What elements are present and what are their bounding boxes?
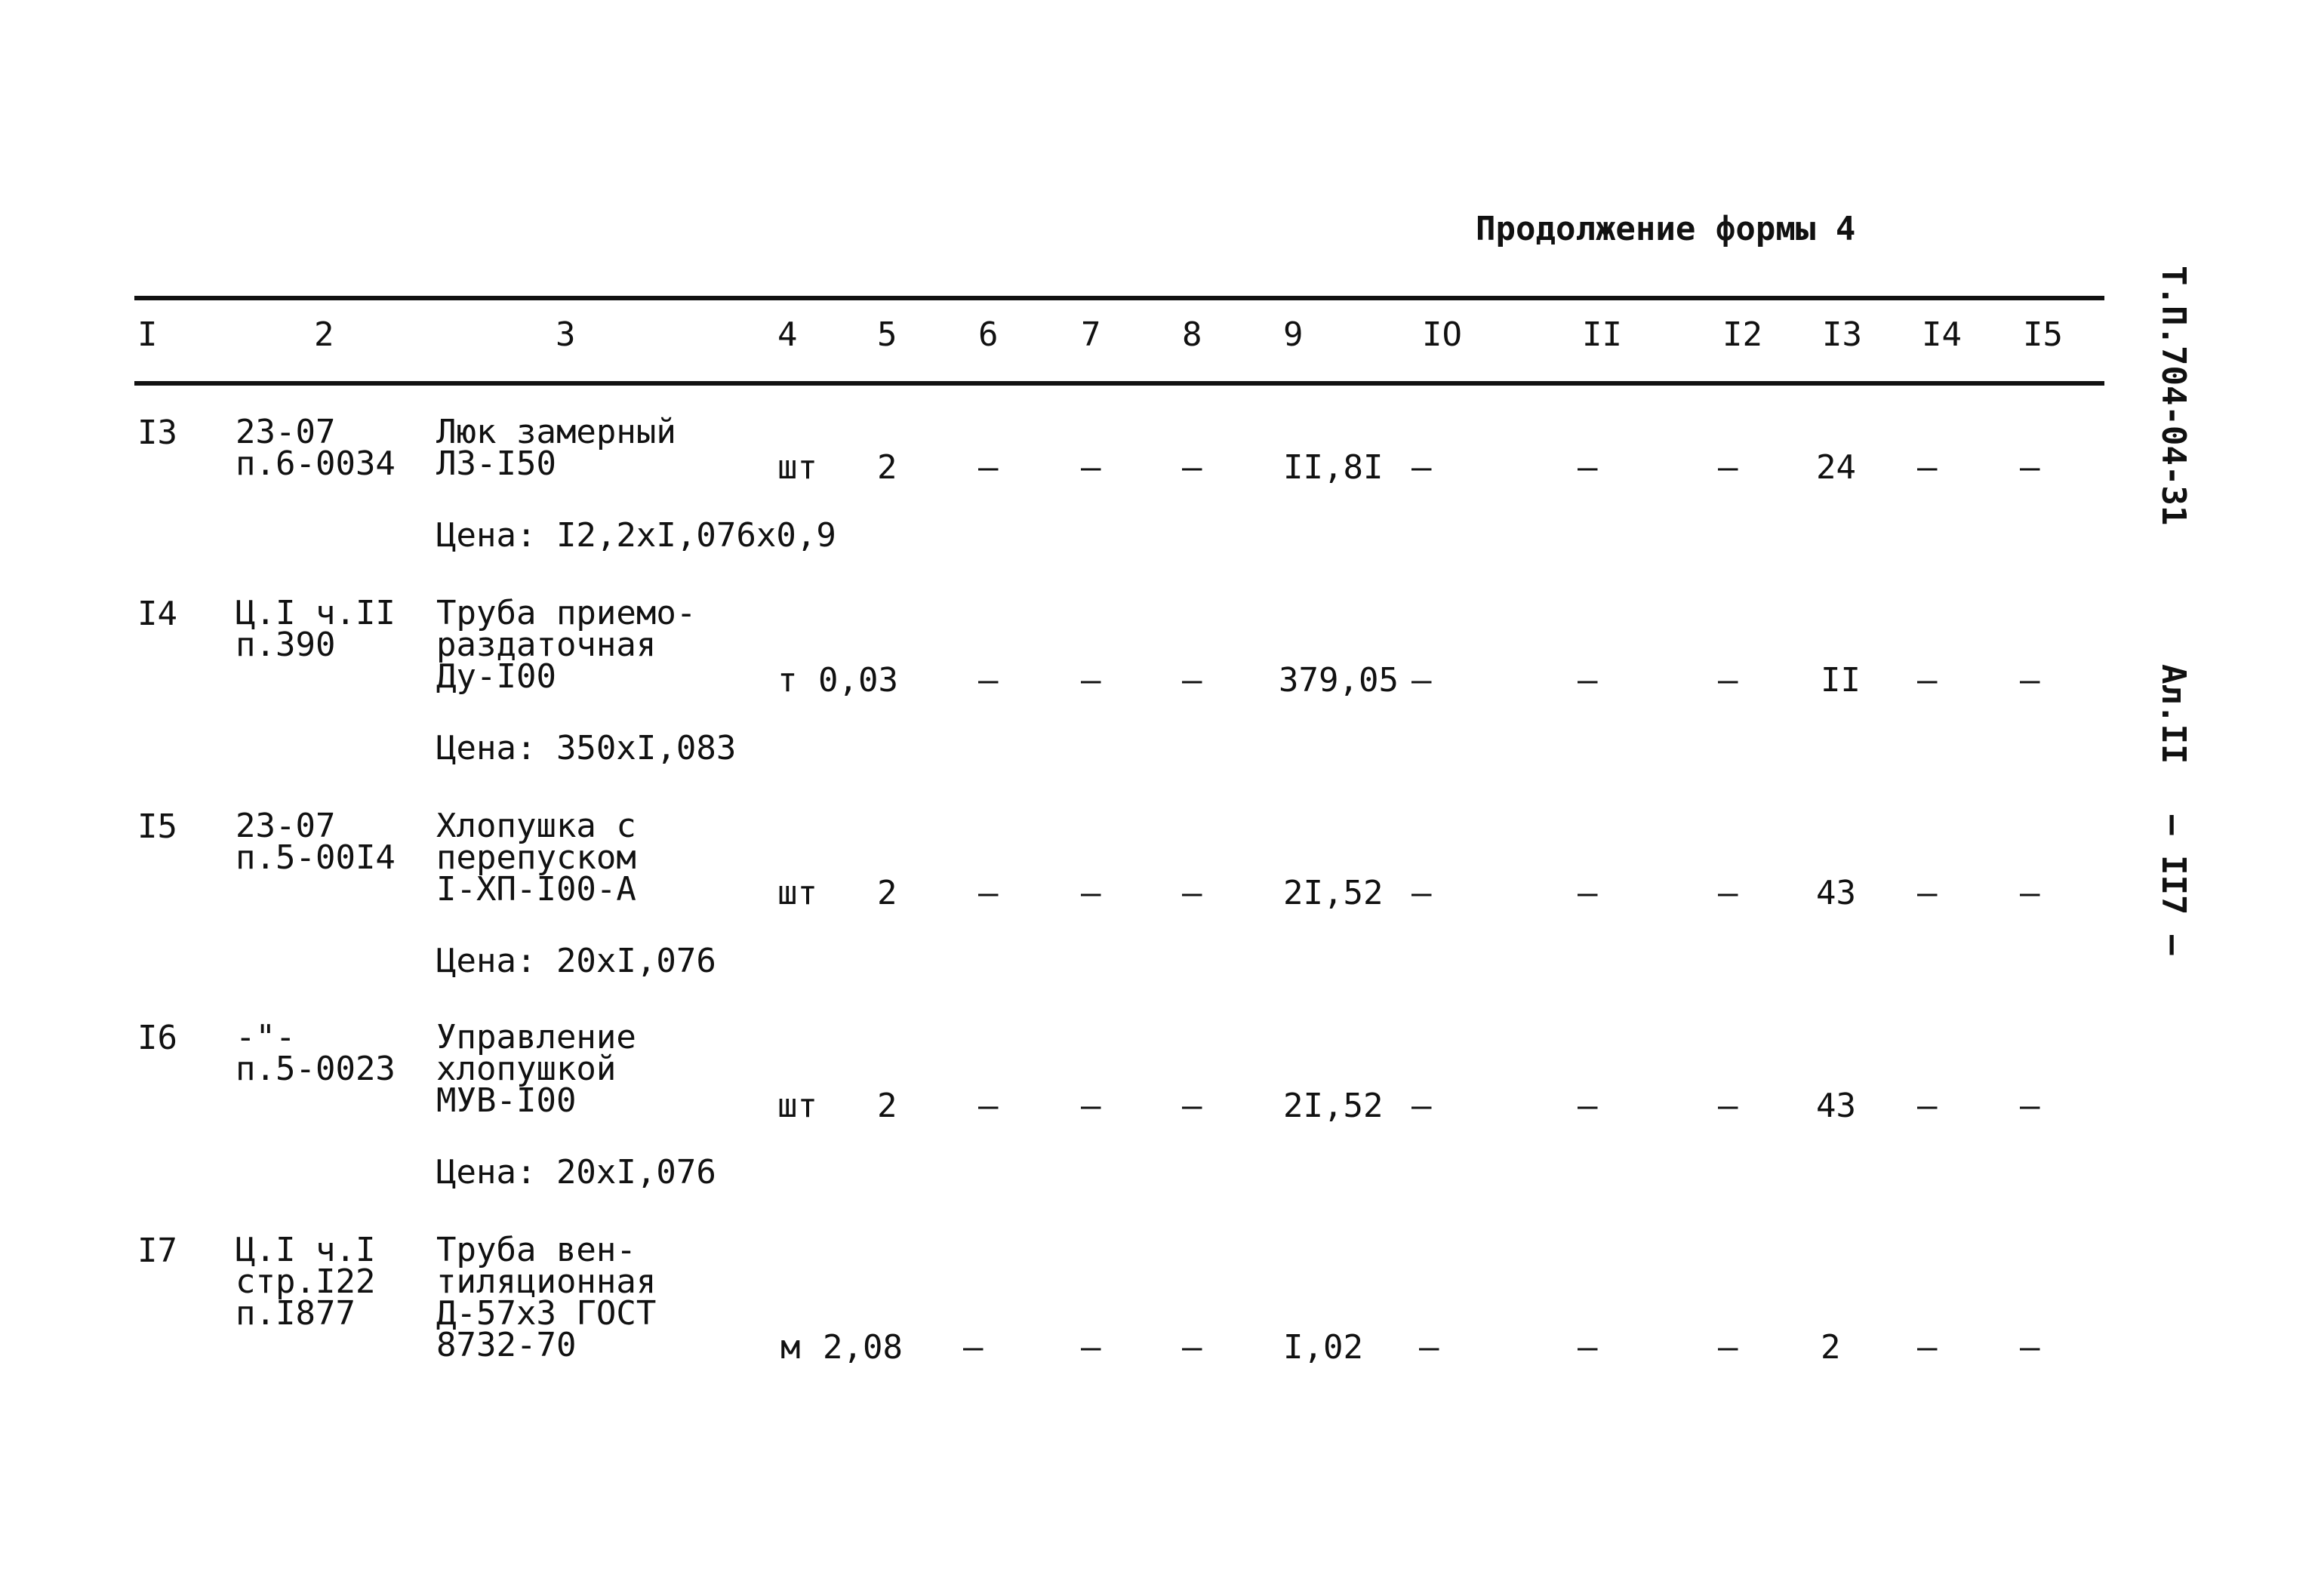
item-name-line: Управление (436, 1018, 636, 1056)
row-price-note: Цена: I2,2хI,076х0,9 (436, 516, 836, 555)
row-item-name (436, 807, 636, 909)
reference-line: Ц.I ч.I (235, 1231, 376, 1269)
row-col-11: – (1578, 874, 1598, 912)
row-col-15: – (2020, 448, 2040, 487)
row-col-7: – (1081, 874, 1101, 912)
reference-line: 23-07 (235, 413, 336, 451)
item-name-line: МУВ-I00 (436, 1081, 577, 1120)
row-item-name (436, 594, 697, 696)
row-reference (235, 807, 396, 877)
row-col-14: – (1917, 661, 1938, 700)
item-name-line: раздаточная (436, 626, 657, 664)
row-col-8: – (1182, 1087, 1202, 1125)
row-col-13: 43 (1816, 874, 1856, 912)
row-col-15: – (2020, 1328, 2040, 1367)
row-col-15: – (2020, 1087, 2040, 1125)
item-name-line: I-ХП-I00-А (436, 870, 636, 909)
column-header-8: 8 (1182, 315, 1202, 354)
column-header-3: 3 (556, 315, 576, 354)
row-col-13: 43 (1816, 1087, 1856, 1125)
item-name-line: ЛЗ-I50 (436, 444, 556, 483)
column-header-5: 5 (877, 315, 897, 354)
row-price-note: Цена: 20хI,076 (436, 942, 716, 980)
row-unit: т (777, 661, 798, 700)
column-header-4: 4 (777, 315, 798, 354)
row-col-15: – (2020, 874, 2040, 912)
column-header-2: 2 (314, 315, 334, 354)
item-name-line: Люк замерный (436, 413, 676, 451)
row-col-9: 379,05 (1279, 661, 1399, 700)
row-col-12: – (1718, 448, 1738, 487)
row-col-6: – (978, 874, 999, 912)
row-col-7: – (1081, 1087, 1101, 1125)
row-unit: м (780, 1328, 801, 1367)
row-number: I6 (137, 1019, 177, 1057)
column-header-1: I (137, 315, 158, 354)
row-col-11: – (1578, 661, 1598, 700)
column-header-9: 9 (1283, 315, 1304, 354)
side-album: Ал.II (2154, 664, 2193, 764)
row-col-15: – (2020, 661, 2040, 700)
item-name-line: Труба приемо- (436, 594, 697, 632)
row-col-7: – (1081, 448, 1101, 487)
column-header-11: II (1582, 315, 1622, 354)
row-col-11: – (1578, 448, 1598, 487)
row-col-6: – (963, 1328, 984, 1367)
row-price-note: Цена: 350хI,083 (436, 729, 737, 767)
item-name-line: тиляционная (436, 1262, 657, 1301)
row-number: I7 (137, 1232, 177, 1270)
row-col-8: – (1182, 1328, 1202, 1367)
column-header-7: 7 (1081, 315, 1101, 354)
column-header-15: I5 (2023, 315, 2063, 354)
item-name-line: перепуском (436, 838, 636, 877)
row-col-13: II (1821, 661, 1861, 700)
row-price-note: Цена: 20хI,076 (436, 1153, 716, 1192)
item-name-line: Труба вен- (436, 1231, 636, 1269)
row-col-8: – (1182, 661, 1202, 700)
reference-line: п.6-0034 (235, 444, 396, 483)
reference-line: стр.I22 (235, 1262, 376, 1301)
row-col-6: – (978, 1087, 999, 1125)
column-header-6: 6 (978, 315, 999, 354)
row-col-10: – (1411, 1087, 1432, 1125)
row-col-12: – (1718, 1087, 1738, 1125)
reference-line: Ц.I ч.II (235, 594, 396, 632)
item-name-line: Д-57х3 ГОСТ (436, 1294, 657, 1333)
reference-line: -"- (235, 1018, 296, 1056)
item-name-line: 8732-70 (436, 1326, 577, 1364)
item-name-line: Хлопушка с (436, 807, 636, 845)
row-col-9: 2I,52 (1283, 1087, 1384, 1125)
row-col-6: – (978, 448, 999, 487)
row-reference (235, 1018, 396, 1088)
row-unit: шт (777, 874, 817, 912)
row-col-12: – (1718, 874, 1738, 912)
row-col-9: II,8I (1283, 448, 1384, 487)
side-page: — II7 — (2154, 815, 2193, 955)
side-document-code: Т.П.704-04-31 (2154, 266, 2193, 526)
item-name-line: Ду-I00 (436, 657, 556, 696)
row-col-8: – (1182, 448, 1202, 487)
row-col-10: – (1419, 1328, 1439, 1367)
item-name-line: хлопушкой (436, 1050, 617, 1088)
page-title: Продолжение формы 4 (1476, 210, 1856, 248)
table-header-rule (134, 381, 2104, 386)
row-item-name (436, 1018, 636, 1120)
row-col-9: 2I,52 (1283, 874, 1384, 912)
row-col-12: – (1718, 1328, 1738, 1367)
row-col-14: – (1917, 1087, 1938, 1125)
reference-line: п.I877 (235, 1294, 356, 1333)
row-col-10: – (1411, 448, 1432, 487)
row-col-6: – (978, 661, 999, 700)
row-quantity: 2 (877, 874, 897, 912)
row-col-11: – (1578, 1087, 1598, 1125)
reference-line: п.5-0023 (235, 1050, 396, 1088)
table-top-rule (134, 296, 2104, 300)
column-header-14: I4 (1922, 315, 1962, 354)
reference-line: 23-07 (235, 807, 336, 845)
row-reference (235, 594, 396, 664)
row-reference (235, 413, 396, 483)
column-header-13: I3 (1822, 315, 1862, 354)
row-quantity: 2 (877, 1087, 897, 1125)
column-header-12: I2 (1722, 315, 1762, 354)
row-item-name (436, 413, 676, 483)
row-col-10: – (1411, 661, 1432, 700)
row-col-14: – (1917, 874, 1938, 912)
row-number: I3 (137, 414, 177, 452)
row-col-10: – (1411, 874, 1432, 912)
row-quantity: 2 (877, 448, 897, 487)
row-col-7: – (1081, 661, 1101, 700)
row-col-13: 2 (1821, 1328, 1841, 1367)
row-quantity: 0,03 (818, 661, 898, 700)
row-quantity: 2,08 (823, 1328, 903, 1367)
row-col-13: 24 (1816, 448, 1856, 487)
row-number: I4 (137, 595, 177, 633)
row-col-14: – (1917, 448, 1938, 487)
row-item-name (436, 1231, 657, 1364)
row-col-9: I,02 (1283, 1328, 1363, 1367)
row-col-7: – (1081, 1328, 1101, 1367)
row-number: I5 (137, 807, 177, 846)
row-col-8: – (1182, 874, 1202, 912)
row-col-11: – (1578, 1328, 1598, 1367)
row-unit: шт (777, 1087, 817, 1125)
row-col-12: – (1718, 661, 1738, 700)
column-header-10: IO (1422, 315, 1462, 354)
reference-line: п.390 (235, 626, 336, 664)
row-reference (235, 1231, 376, 1333)
reference-line: п.5-00I4 (235, 838, 396, 877)
row-unit: шт (777, 448, 817, 487)
row-col-14: – (1917, 1328, 1938, 1367)
